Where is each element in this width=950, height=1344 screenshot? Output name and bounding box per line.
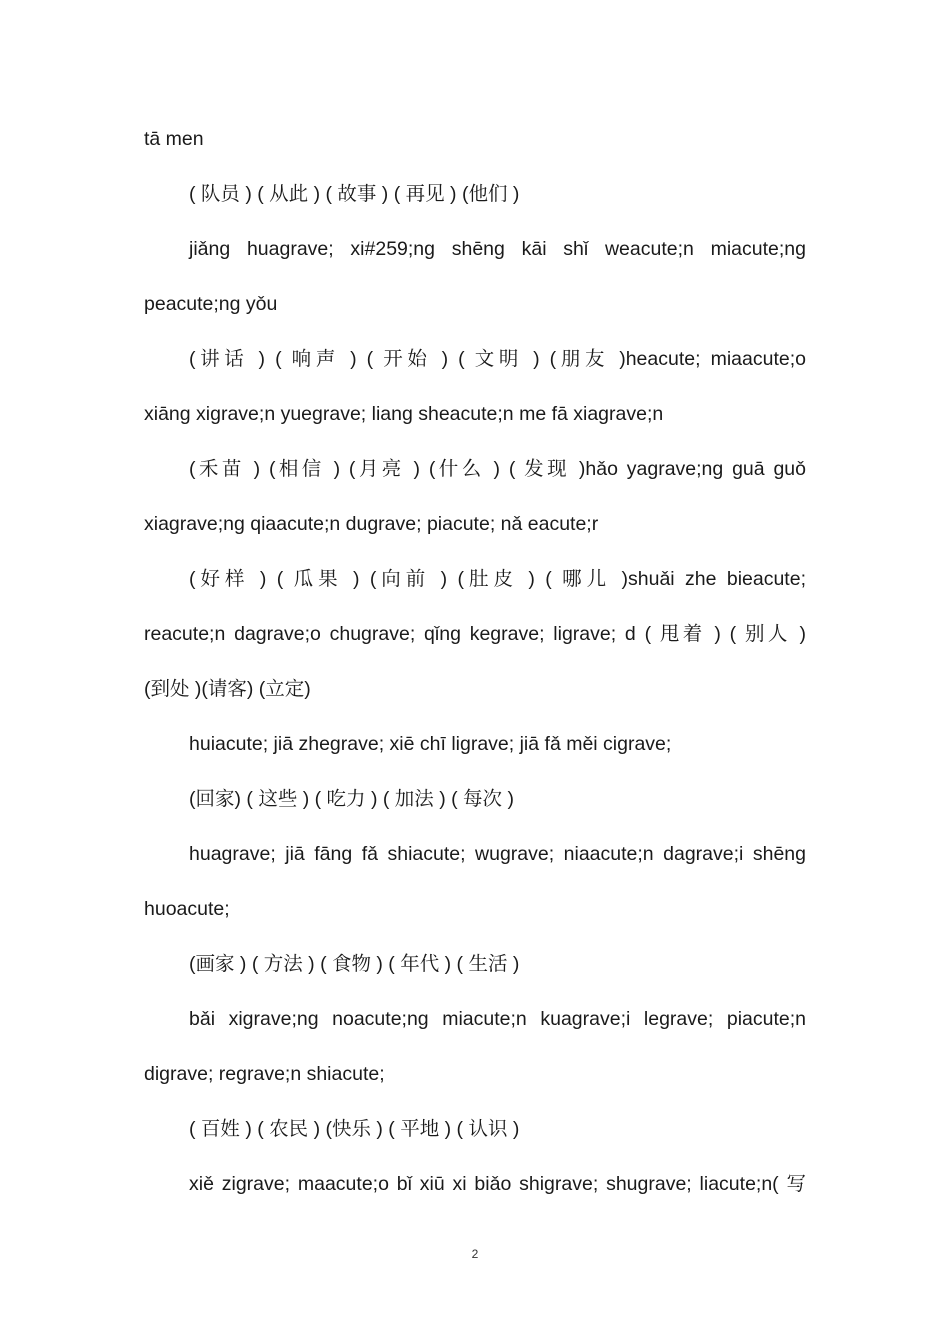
text-line: huagrave; jiā fāng fǎ shiacute; wugrave; niaacute;n dagrave;i shēng (189, 843, 806, 865)
text-line: xiāng xigrave;n yuegrave; liang sheacute;n me fā xiagrave;n (144, 403, 664, 425)
text-line: digrave; regrave;n shiacute; (144, 1063, 385, 1085)
text-line: (好样 ) ( 瓜果 ) (向前 ) (肚皮 ) ( 哪儿 )shuǎi zhe bieacute; (189, 568, 806, 590)
text-line: bǎi xigrave;ng noacute;ng miacute;n kuagrave;i legrave; piacute;n (189, 1008, 806, 1030)
text-line: huiacute; jiā zhegrave; xiē chī ligrave; jiā fǎ měi cigrave; (189, 733, 672, 755)
text-line: xiě zigrave; maacute;o bǐ xiū xi biǎo shigrave; shugrave; liacute;n( 写 (189, 1173, 806, 1195)
text-line: jiǎng huagrave; xi#259;ng shēng kāi shǐ weacute;n miacute;ng (189, 238, 806, 260)
text-line: ( 队员 ) ( 从此 ) ( 故事 ) ( 再见 ) (他们 ) (189, 183, 520, 205)
page-number: 2 (471, 1247, 479, 1261)
text-line: reacute;n dagrave;o chugrave; qǐng kegrave; ligrave; d ( 甩着 ) ( 别人 ) (144, 623, 806, 645)
text-line: xiagrave;ng qiaacute;n dugrave; piacute; nǎ eacute;r (144, 513, 599, 535)
text-line: (禾苗 ) (相信 ) (月亮 ) (什么 ) ( 发现 )hǎo yagrave;ng guā guǒ (189, 458, 806, 480)
text-line: (讲话 ) ( 响声 ) ( 开始 ) ( 文明 ) (朋友 )heacute; miaacute;o (189, 348, 806, 370)
document-body (144, 112, 806, 1212)
text-line: ( 百姓 ) ( 农民 ) (快乐 ) ( 平地 ) ( 认识 ) (189, 1118, 520, 1140)
text-line: (回家) ( 这些 ) ( 吃力 ) ( 加法 ) ( 每次 ) (189, 788, 514, 810)
text-line: peacute;ng yǒu (144, 293, 278, 315)
text-line: (画家 ) ( 方法 ) ( 食物 ) ( 年代 ) ( 生活 ) (189, 953, 520, 975)
text-line: (到处 )(请客) (立定) (144, 678, 311, 700)
text-line: huoacute; (144, 898, 230, 920)
text-line: tā men (144, 128, 204, 150)
